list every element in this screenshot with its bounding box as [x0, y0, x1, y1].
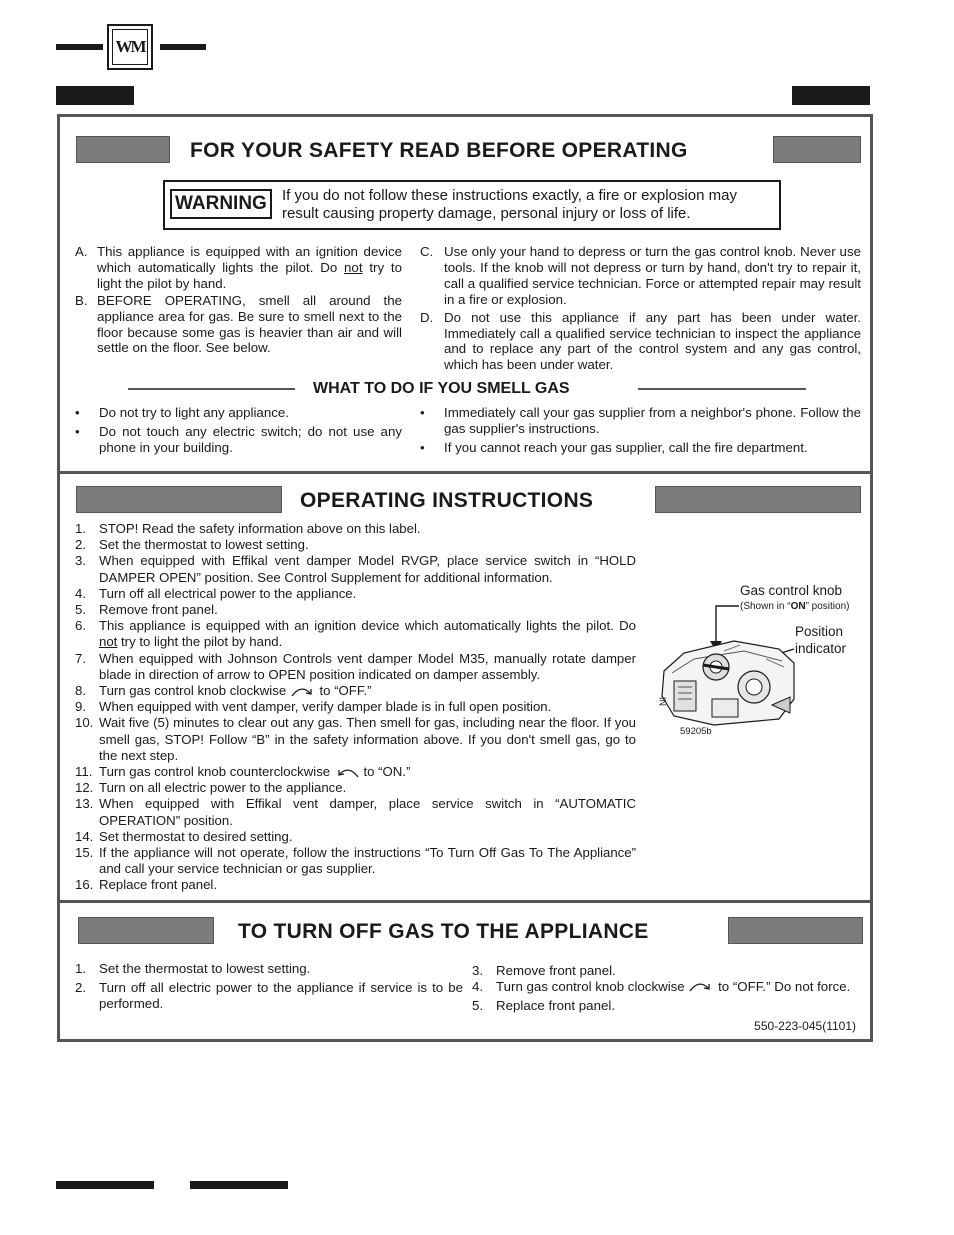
turn-off-step [75, 961, 463, 977]
clockwise-arrow-icon [290, 686, 316, 698]
header-rule-left [56, 44, 103, 50]
operating-step [75, 651, 636, 683]
step-text: Turn off all electric power to the appliance if service is to be performed. [99, 979, 463, 1011]
step-text: Turn gas control knob clockwise [496, 978, 689, 994]
item-emphasis: not [344, 259, 363, 275]
item-text: Do not use this appliance if any part has been under water. Immediately call a qualified service technician to inspect the appliance and to replace any part of the control system and any gas control, which has been under water. [444, 309, 861, 373]
operating-step [75, 553, 636, 585]
safety-item-c [420, 244, 861, 308]
operating-step [75, 796, 636, 828]
step-text: When equipped with vent damper, verify damper blade is in full open position. [99, 699, 552, 715]
step-text: to “OFF.” Do not force. [714, 978, 851, 994]
operating-step [75, 521, 636, 537]
operating-title-bar-left [76, 486, 282, 513]
turn-off-title-bar-left [78, 917, 214, 944]
step-text: Turn gas control knob clockwise [99, 683, 290, 699]
operating-step [75, 699, 636, 715]
safety-title: FOR YOUR SAFETY READ BEFORE OPERATING [190, 139, 688, 162]
step-text: STOP! Read the safety information above on this label. [99, 521, 421, 536]
header-tab-right [792, 86, 870, 105]
bullet: • [75, 423, 80, 439]
smell-gas-rule-right [638, 388, 806, 390]
step-number: 3. [75, 553, 86, 569]
step-text: Turn gas control knob counterclockwise [99, 764, 334, 780]
smell-gas-column-right [420, 405, 861, 456]
step-number: 7. [75, 650, 86, 666]
section-divider [60, 471, 870, 474]
item-text: Use only your hand to depress or turn the gas control knob. Never use tools. If the knob will not depress or turn by hand, don't try to repair it, call a qualified service technician. Force or attempted repair may result in a fire or explosion. [444, 244, 861, 307]
footer-rule-left [56, 1181, 154, 1189]
smell-gas-rule-left [128, 388, 295, 390]
turn-off-column-left [75, 961, 463, 1012]
smell-gas-item [420, 405, 861, 437]
safety-title-bar-left [76, 136, 170, 163]
turn-off-step [75, 980, 463, 1012]
wm-logo [107, 24, 153, 70]
warning-box [163, 180, 781, 230]
step-number: 3. [472, 963, 484, 978]
counterclockwise-arrow-icon [334, 767, 360, 779]
indicator-label-line-1: Position [795, 624, 844, 639]
operating-step [75, 780, 636, 796]
note-text: (Shown in “ [740, 601, 791, 612]
smell-gas-item [75, 424, 402, 456]
step-text: Replace front panel. [99, 877, 218, 893]
step-text: Wait five (5) minutes to clear out any gas. Then smell for gas, including near the floor. If you smell gas, STOP! Follow “B” in the safety information above. If you don't smell gas, go to the next step. [99, 715, 636, 763]
item-label: A. [75, 244, 88, 259]
item-label: B. [75, 292, 88, 308]
smell-gas-title: WHAT TO DO IF YOU SMELL GAS [313, 380, 570, 397]
svg-text:NI: NI [658, 697, 668, 706]
step-number: 4. [472, 978, 484, 994]
step-text: Remove front panel. [99, 602, 218, 618]
step-text: Turn off all electrical power to the appliance. [99, 585, 357, 601]
warning-label: WARNING [170, 189, 272, 219]
step-text: to “OFF.” [315, 683, 372, 699]
step-text: Remove front panel. [496, 963, 616, 978]
step-number: 16. [75, 877, 94, 893]
bullet: • [420, 439, 425, 455]
smell-gas-column-left [75, 405, 402, 456]
header-rule-right [160, 44, 206, 50]
smell-gas-item [420, 440, 861, 456]
turn-off-step [472, 963, 861, 979]
operating-step [75, 877, 636, 893]
operating-step [75, 586, 636, 602]
operating-step [75, 618, 636, 650]
bullet: • [75, 405, 80, 420]
step-emphasis: not [99, 634, 118, 650]
smell-gas-item [75, 405, 402, 421]
step-text: try to light the pilot by hand. [117, 634, 283, 650]
step-number: 9. [75, 699, 86, 715]
step-text: When equipped with Effikal vent damper, place service switch in “AUTOMATIC OPERATION” position. [99, 796, 636, 828]
item-text: Do not touch any electric switch; do not use any phone in your building. [99, 423, 402, 455]
step-text: Turn on all electric power to the appliance. [99, 780, 347, 796]
step-text: When equipped with Johnson Controls vent damper Model M35, manually rotate damper blade in direction of arrow to OPEN position indicated on damper assembly. [99, 650, 636, 682]
turn-off-title: TO TURN OFF GAS TO THE APPLIANCE [238, 920, 649, 943]
item-label: D. [420, 309, 434, 325]
operating-step [75, 764, 636, 780]
item-text: BEFORE OPERATING, smell all around the appliance area for gas. Be sure to smell next to the floor because some gas is heavier than air and will settle on the floor. See below. [97, 292, 402, 356]
operating-steps [75, 521, 636, 894]
turn-off-title-bar-right [728, 917, 863, 944]
step-number: 10. [75, 715, 94, 731]
safety-column-right [420, 244, 861, 373]
operating-step [75, 845, 636, 877]
step-text: This appliance is equipped with an ignition device which automatically lights the pilot. Do [99, 618, 636, 634]
step-number: 2. [75, 537, 86, 553]
knob-label: Gas control knob [740, 583, 843, 598]
turn-off-step [472, 979, 861, 995]
operating-title-bar-right [655, 486, 861, 513]
turn-off-column-right [472, 963, 861, 1014]
step-number: 5. [472, 997, 484, 1013]
step-number: 8. [75, 683, 86, 699]
step-text: Set thermostat to desired setting. [99, 828, 293, 844]
step-number: 13. [75, 796, 94, 812]
item-text: This appliance is equipped with an ignition device which automatically lights the pilot. Do [97, 244, 402, 275]
step-number: 14. [75, 828, 94, 844]
logo-text: WM [112, 29, 148, 65]
section-divider [60, 900, 870, 903]
note-text: ” position) [805, 601, 850, 612]
clockwise-arrow-icon [688, 981, 714, 993]
turn-off-step [472, 998, 861, 1014]
step-number: 1. [75, 961, 87, 976]
item-text: Immediately call your gas supplier from a neighbor's phone. Follow the gas supplier's instructions. [444, 405, 861, 436]
figure-code: 59205b [680, 726, 712, 737]
step-number: 5. [75, 602, 86, 618]
item-text: try to light the pilot by hand. [97, 259, 402, 291]
header-tab-left [56, 86, 134, 105]
safety-item-d [420, 310, 861, 374]
bullet: • [420, 405, 425, 420]
safety-label-frame [57, 114, 873, 1042]
safety-title-bar-right [773, 136, 861, 163]
safety-item-a [75, 244, 402, 292]
step-number: 4. [75, 585, 86, 601]
operating-step [75, 715, 636, 764]
step-text: If the appliance will not operate, follow the instructions “To Turn Off Gas To The Appliance” and call your service technician or gas supplier. [99, 845, 636, 877]
operating-step [75, 683, 636, 699]
indicator-label-line-2: indicator [795, 641, 847, 656]
step-text: Set the thermostat to lowest setting. [99, 961, 311, 976]
part-code: 550-223-045(1101) [754, 1019, 856, 1033]
operating-step [75, 602, 636, 618]
operating-step [75, 829, 636, 845]
step-number: 6. [75, 618, 86, 634]
note-emphasis: ON [790, 601, 806, 612]
warning-text: If you do not follow these instructions exactly, a fire or explosion may result causing property damage, personal injury or loss of life. [282, 187, 737, 222]
safety-column-left [75, 244, 402, 356]
operating-step [75, 537, 636, 553]
item-text: Do not try to light any appliance. [99, 405, 289, 420]
step-number: 1. [75, 521, 86, 536]
step-text: Replace front panel. [496, 997, 616, 1013]
item-text: If you cannot reach your gas supplier, call the fire department. [444, 439, 808, 455]
step-text: to “ON.” [359, 764, 411, 780]
step-number: 2. [75, 979, 87, 995]
footer-rule-right [190, 1181, 288, 1189]
step-text: Set the thermostat to lowest setting. [99, 537, 309, 553]
safety-item-b [75, 293, 402, 357]
operating-title: OPERATING INSTRUCTIONS [300, 489, 594, 512]
step-text: When equipped with Effikal vent damper Model RVGP, place service switch in “HOLD DAMPER OPEN” position. See Control Supplement for additional information. [99, 553, 636, 585]
step-number: 15. [75, 845, 94, 861]
step-number: 12. [75, 780, 94, 796]
step-number: 11. [75, 764, 93, 780]
gas-valve-illustration [654, 601, 854, 731]
item-label: C. [420, 244, 434, 259]
